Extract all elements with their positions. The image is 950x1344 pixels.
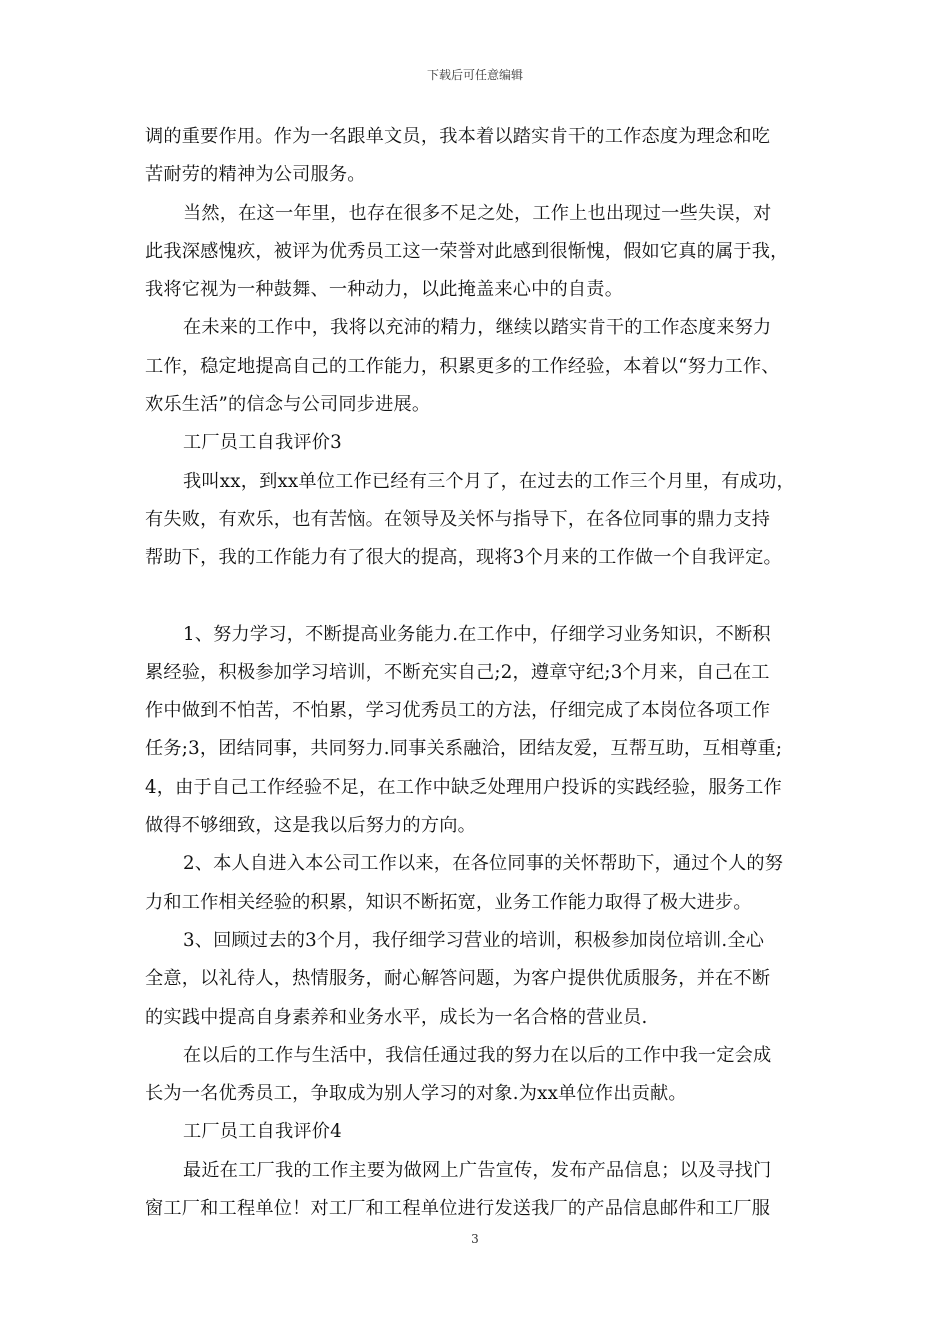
- text-line: 累经验，积极参加学习培训，不断充实自己;2，遵章守纪;3个月来，自己在工: [145, 661, 770, 683]
- text-line: 我叫xx，到xx单位工作已经有三个月了，在过去的工作三个月里，有成功，: [183, 470, 795, 492]
- text-line: 力和工作相关经验的积累，知识不断拓宽，业务工作能力取得了极大进步。: [145, 891, 752, 913]
- text-line: 3、回顾过去的3个月，我仔细学习营业的培训，积极参加岗位培训.全心: [183, 929, 765, 951]
- text-line: 帮助下，我的工作能力有了很大的提高，现将3个月来的工作做一个自我评定。: [145, 547, 782, 569]
- text-line: 欢乐生活”的信念与公司同步进展。: [145, 394, 431, 416]
- text-line: 我将它视为一种鼓舞、一种动力，以此掩盖来心中的自责。: [145, 279, 624, 301]
- text-line: 有失败，有欢乐，也有苦恼。在领导及关怀与指导下，在各位同事的鼎力支持: [145, 508, 771, 530]
- document-body: [145, 118, 825, 1228]
- text-line: 2、本人自进入本公司工作以来，在各位同事的关怀帮助下，通过个人的努: [183, 853, 784, 875]
- text-line: 当然，在这一年里，也存在很多不足之处，工作上也出现过一些失误，对: [183, 202, 772, 224]
- text-line: 1、努力学习，不断提高业务能力.在工作中，仔细学习业务知识，不断积: [183, 623, 771, 645]
- text-line: 工作，稳定地提高自己的工作能力，积累更多的工作经验，本着以“努力工作、: [145, 355, 780, 377]
- page-number: 3: [471, 1232, 479, 1246]
- text-line: 最近在工厂我的工作主要为做网上广告宣传，发布产品信息；以及寻找门: [183, 1159, 772, 1181]
- text-line: 窗工厂和工程单位！对工厂和工程单位进行发送我厂的产品信息邮件和工厂服: [145, 1198, 771, 1220]
- text-line: 任务;3，团结同事，共同努力.同事关系融洽，团结友爱，互帮互助，互相尊重;: [145, 738, 783, 760]
- text-line: 调的重要作用。作为一名跟单文员，我本着以踏实肯干的工作态度为理念和吃: [145, 126, 771, 147]
- text-line: 全意，以礼待人，热情服务，耐心解答问题，为客户提供优质服务，并在不断: [145, 968, 771, 990]
- text-line: 此我深感愧疚，被评为优秀员工这一荣誉对此感到很惭愧，假如它真的属于我，: [145, 240, 789, 262]
- text-line: 做得不够细致，这是我以后努力的方向。: [145, 815, 476, 837]
- text-line: 的实践中提高自身素养和业务水平，成长为一名合格的营业员.: [145, 1006, 648, 1028]
- section-heading: 工厂员工自我评价3: [183, 432, 342, 454]
- text-line: 作中做到不怕苦，不怕累，学习优秀员工的方法，仔细完成了本岗位各项工作: [145, 700, 771, 722]
- paragraph-gap: [145, 578, 825, 616]
- text-line: 苦耐劳的精神为公司服务。: [145, 164, 366, 186]
- page-header: 下载后可任意编辑: [426, 68, 523, 82]
- text-line: 长为一名优秀员工，争取成为别人学习的对象.为xx单位作出贡献。: [145, 1083, 687, 1105]
- text-line: 在未来的工作中，我将以充沛的精力，继续以踏实肯干的工作态度来努力: [183, 317, 772, 339]
- section-heading: 工厂员工自我评价4: [183, 1121, 342, 1143]
- text-line: 4，由于自己工作经验不足，在工作中缺乏处理用户投诉的实践经验，服务工作: [145, 776, 782, 798]
- text-line: 在以后的工作与生活中，我信任通过我的努力在以后的工作中我一定会成: [183, 1044, 772, 1066]
